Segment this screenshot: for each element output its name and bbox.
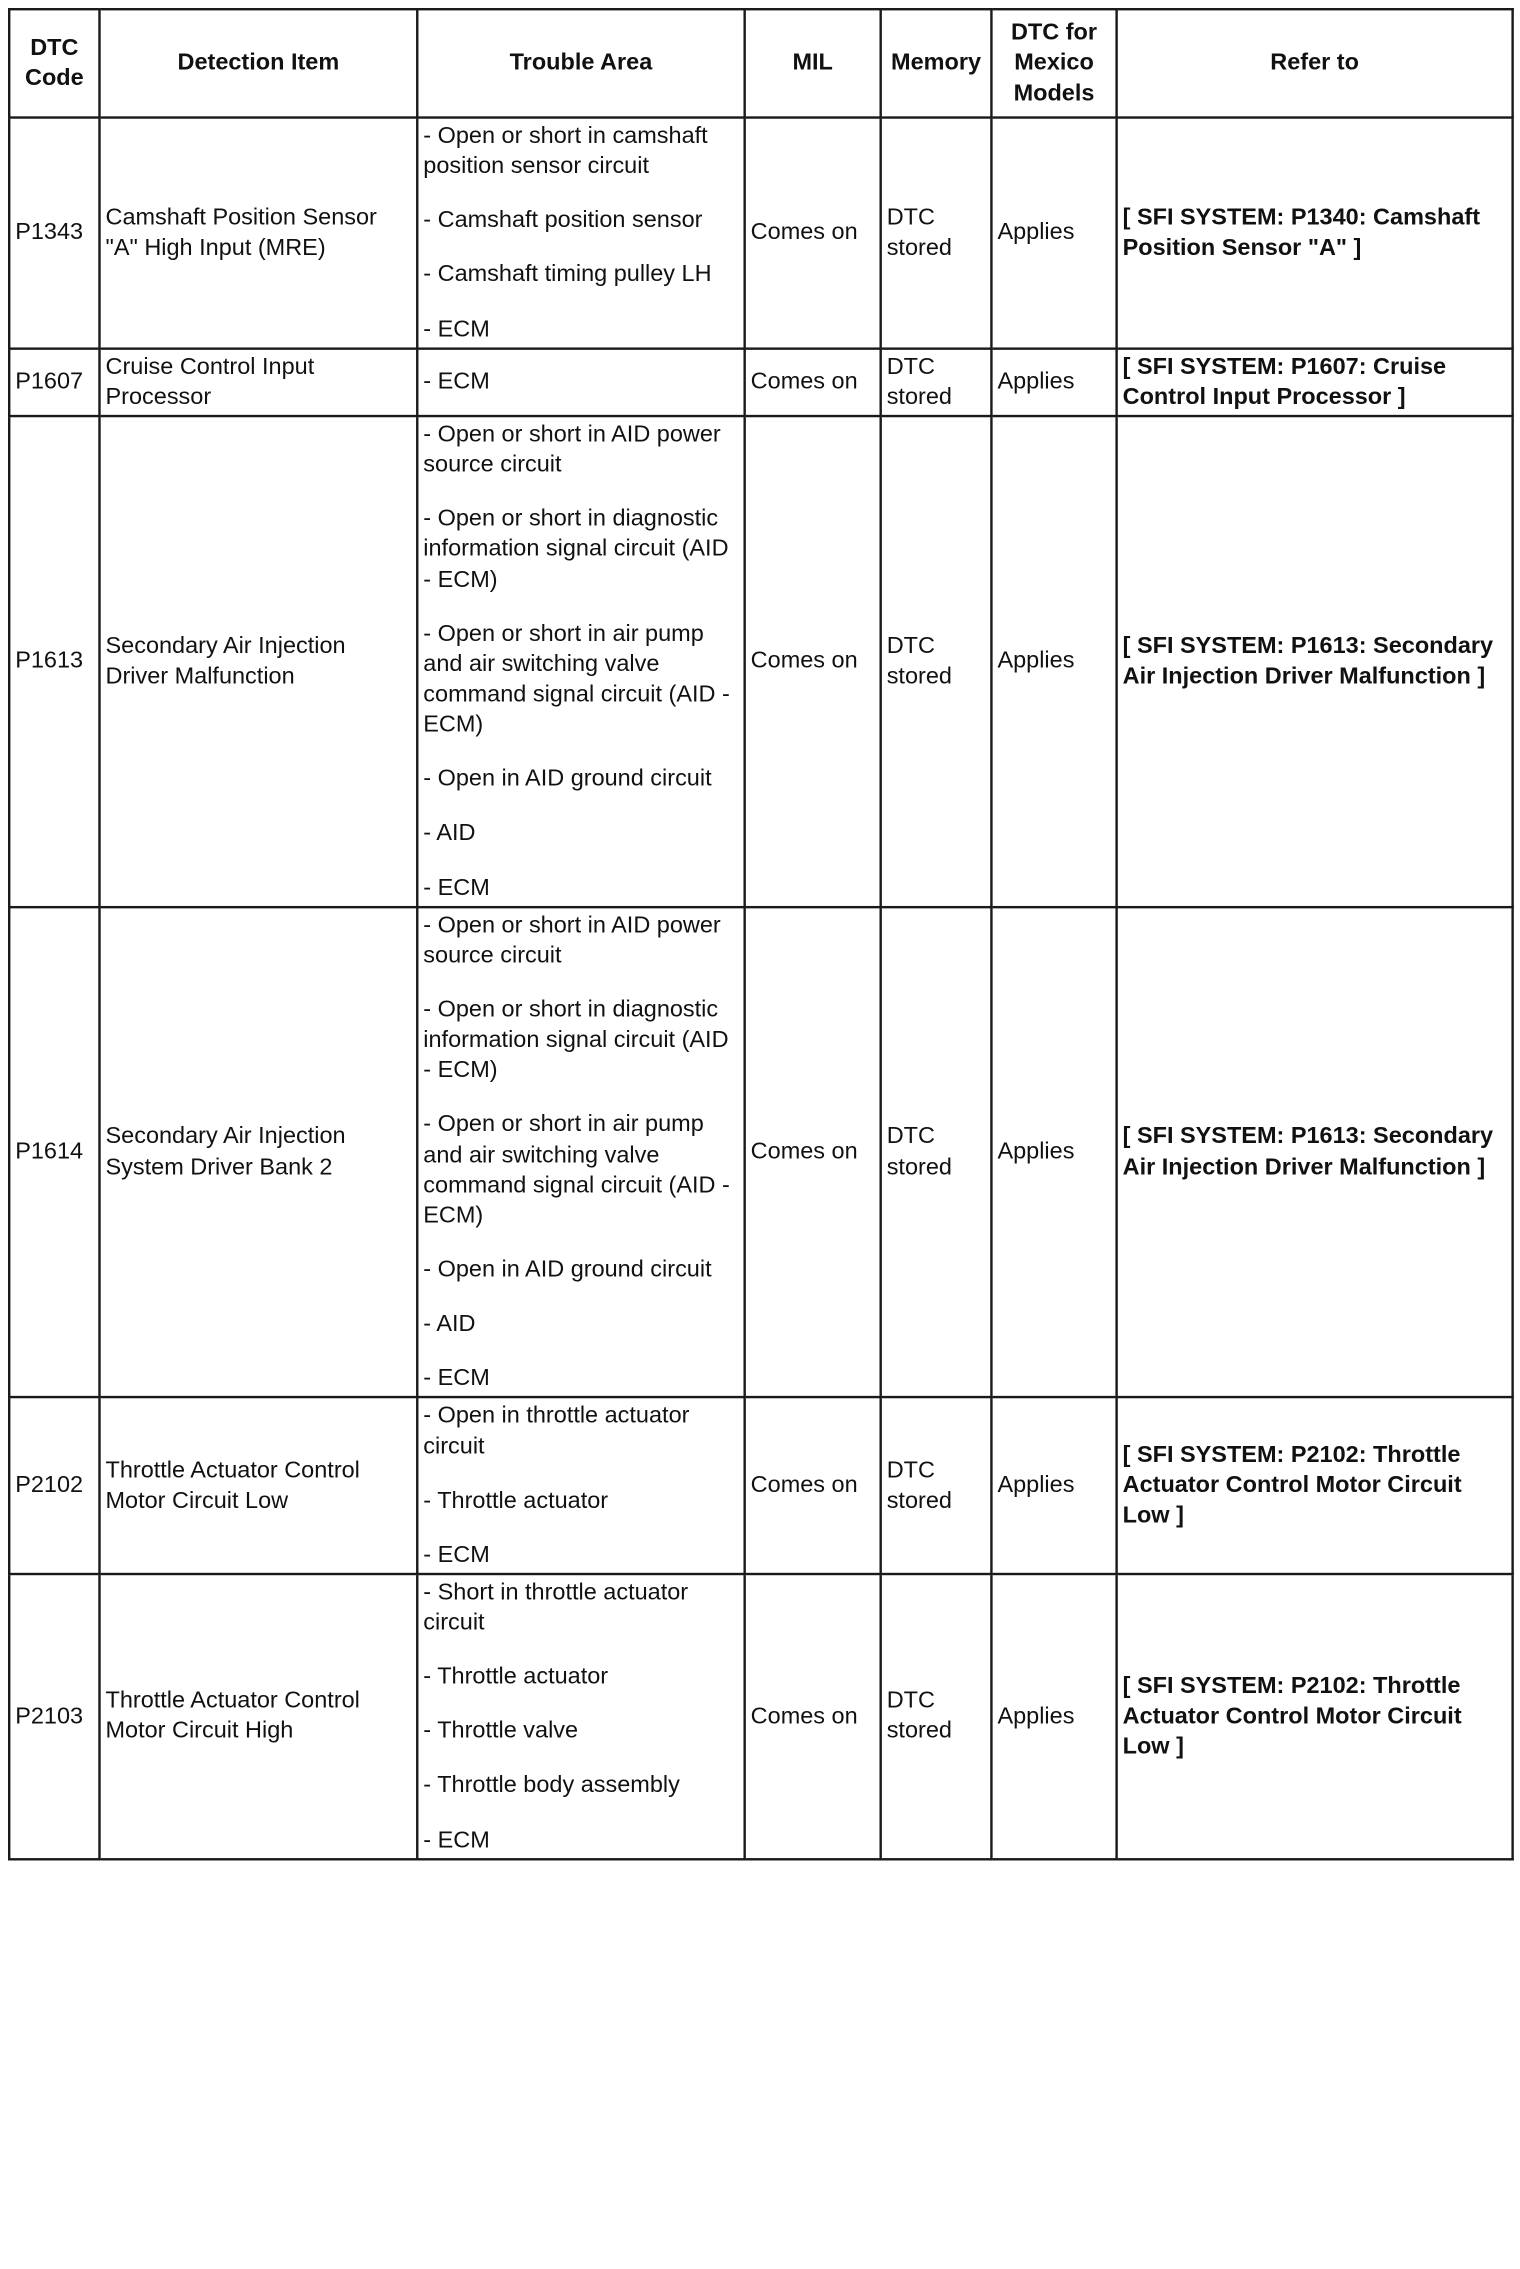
trouble-area-item: - Throttle actuator [423,1663,609,1690]
trouble-area-item: - Throttle valve [423,1717,579,1745]
trouble-area-item: - AID [423,819,476,847]
header-memory: Memory [881,9,992,117]
trouble-area-item: - Open or short in camshaft position sensor circuit [423,122,708,180]
memory-cell: DTC stored [881,416,992,907]
detection-item-cell: Secondary Air Injection System Driver Bank 2 [99,907,417,1398]
refer-to-link[interactable]: [ SFI SYSTEM: P1613: Secondary Air Injection Driver Malfunction ] [1117,416,1513,907]
dtc-code-cell: P2103 [9,1574,99,1859]
trouble-area-cell [417,348,744,416]
trouble-area-item: - Throttle body assembly [423,1772,680,1799]
memory-cell: DTC stored [881,1398,992,1574]
mexico-models-cell: Applies [991,1574,1116,1859]
dtc-code-cell: P1614 [9,907,99,1398]
refer-to-link[interactable]: [ SFI SYSTEM: P1340: Camshaft Position Sensor "A" ] [1117,118,1513,349]
table-row [9,907,1512,1398]
trouble-area-item: - Open in throttle actuator circuit [423,1402,690,1460]
dtc-code-cell: P2102 [9,1398,99,1574]
memory-cell: DTC stored [881,1574,992,1859]
trouble-area-item: - ECM [423,315,490,343]
mexico-models-cell: Applies [991,118,1116,349]
mexico-models-cell: Applies [991,416,1116,907]
trouble-area-item: - Camshaft timing pulley LH [423,261,712,288]
trouble-area-item: - Open or short in diagnostic information signal circuit (AID - ECM) [423,996,729,1084]
trouble-area-list [423,1401,738,1570]
trouble-area-item: - ECM [423,874,490,901]
refer-to-link[interactable]: [ SFI SYSTEM: P1607: Cruise Control Input Processor ] [1117,348,1513,416]
trouble-area-list [423,1578,738,1856]
detection-item-cell: Camshaft Position Sensor "A" High Input (MRE) [99,118,417,349]
trouble-area-item: - Open or short in air pump and air switching valve command signal circuit (AID - ECM) [423,620,730,738]
dtc-table [8,8,1514,1860]
trouble-area-item: - ECM [423,1541,490,1568]
trouble-area-cell [417,118,744,349]
header-mil: MIL [745,9,881,117]
trouble-area-list [423,910,738,1394]
refer-to-link[interactable]: [ SFI SYSTEM: P2102: Throttle Actuator Control Motor Circuit Low ] [1117,1398,1513,1574]
trouble-area-list [423,420,738,904]
table-row [9,1574,1512,1859]
trouble-area-item: - AID [423,1310,476,1337]
mexico-models-cell: Applies [991,1398,1116,1574]
trouble-area-item: - Throttle actuator [423,1486,609,1514]
mil-cell: Comes on [745,416,881,907]
trouble-area-item: - ECM [423,1364,490,1392]
table-row [9,118,1512,349]
detection-item-cell: Secondary Air Injection Driver Malfunction [99,416,417,907]
table-row [9,348,1512,416]
refer-to-link[interactable]: [ SFI SYSTEM: P1613: Secondary Air Injection Driver Malfunction ] [1117,907,1513,1398]
mil-cell: Comes on [745,907,881,1398]
document-frame [8,8,1520,2269]
detection-item-cell: Cruise Control Input Processor [99,348,417,416]
trouble-area-item: - Open or short in air pump and air switching valve command signal circuit (AID - ECM) [423,1111,730,1229]
trouble-area-item: - Open or short in AID power source circuit [423,911,721,969]
trouble-area-cell [417,907,744,1398]
memory-cell: DTC stored [881,118,992,349]
trouble-area-item: - ECM [423,368,490,395]
memory-cell: DTC stored [881,348,992,416]
trouble-area-list [423,121,738,345]
dtc-code-cell: P1613 [9,416,99,907]
header-refer-to: Refer to [1117,9,1513,117]
trouble-area-cell [417,1398,744,1574]
trouble-area-item: - Short in throttle actuator circuit [423,1578,689,1636]
memory-cell: DTC stored [881,907,992,1398]
mexico-models-cell: Applies [991,907,1116,1398]
dtc-code-cell: P1607 [9,348,99,416]
detection-item-cell: Throttle Actuator Control Motor Circuit High [99,1574,417,1859]
header-dtc-code: DTC Code [9,9,99,117]
table-row [9,1398,1512,1574]
trouble-area-item: - Open or short in AID power source circuit [423,420,721,478]
header-row [9,9,1512,117]
mexico-models-cell: Applies [991,348,1116,416]
trouble-area-cell [417,1574,744,1859]
trouble-area-item: - ECM [423,1826,490,1853]
mil-cell: Comes on [745,348,881,416]
trouble-area-item: - Open in AID ground circuit [423,1256,712,1283]
trouble-area-item: - Open or short in diagnostic information signal circuit (AID - ECM) [423,505,729,593]
dtc-code-cell: P1343 [9,118,99,349]
table-row [9,416,1512,907]
mil-cell: Comes on [745,1398,881,1574]
trouble-area-cell [417,416,744,907]
header-mexico-models: DTC for Mexico Models [991,9,1116,117]
trouble-area-item: - Camshaft position sensor [423,206,703,234]
trouble-area-list [423,367,738,397]
refer-to-link[interactable]: [ SFI SYSTEM: P2102: Throttle Actuator Control Motor Circuit Low ] [1117,1574,1513,1859]
header-trouble-area: Trouble Area [417,9,744,117]
mil-cell: Comes on [745,1574,881,1859]
mil-cell: Comes on [745,118,881,349]
header-detection-item: Detection Item [99,9,417,117]
trouble-area-item: - Open in AID ground circuit [423,765,712,792]
detection-item-cell: Throttle Actuator Control Motor Circuit Low [99,1398,417,1574]
